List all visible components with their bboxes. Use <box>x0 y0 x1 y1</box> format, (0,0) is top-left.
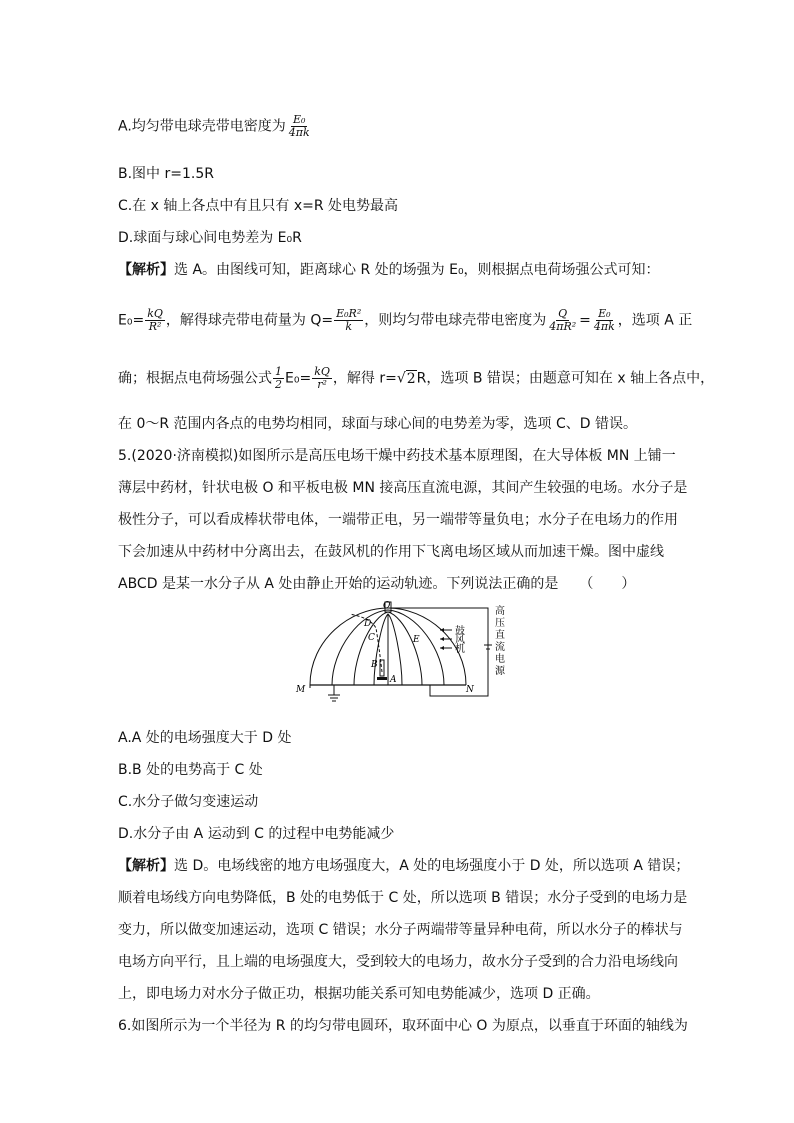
text: = <box>579 312 591 329</box>
fraction-denominator: 4πk <box>288 126 310 139</box>
analysis-text: 选 D。电场线密的地方电场强度大，A 处的电场强度小于 D 处，所以选项 A 错误； <box>174 858 690 874</box>
text: ，解得 r= <box>332 370 397 387</box>
fraction-numerator: kQ <box>147 307 163 320</box>
radicand: 2 <box>406 370 416 387</box>
fraction-numerator: 1 <box>275 365 282 378</box>
q5-analysis-line: 上，即电场力对水分子做正功，根据功能关系可知电势能减少，选项 D 正确。 <box>118 986 600 1002</box>
q5-stem-line: ABCD 是某一水分子从 A 处由静止开始的运动轨迹。下列说法正确的是 （ ） <box>118 576 636 592</box>
fraction-denominator: 2 <box>275 378 282 391</box>
water-molecule <box>380 660 384 676</box>
label-n: N <box>466 685 474 695</box>
fraction <box>145 308 165 333</box>
label-b: B <box>371 660 378 670</box>
fraction-numerator: Q <box>558 307 568 320</box>
q5-option-a: A.A 处的电场强度大于 D 处 <box>118 730 292 746</box>
text: ，解得球壳带电荷量为 Q= <box>165 312 334 329</box>
q4-option-c: C.在 x 轴上各点中有且只有 x=R 处电势最高 <box>118 198 399 214</box>
q5-stem-line: 薄层中药材，针状电极 O 和平板电极 MN 接高压直流电源，其间产生较强的电场。水分子是 <box>118 480 688 496</box>
q5-analysis-line <box>118 856 689 876</box>
q4-option-a-fraction <box>287 114 312 139</box>
fraction-denominator: 4πk <box>593 320 615 333</box>
fraction-numerator: kQ <box>314 365 330 378</box>
fraction-denominator: R² <box>148 320 162 333</box>
q4-analysis-line-1 <box>118 260 660 280</box>
fraction <box>312 366 332 391</box>
fraction <box>547 308 578 333</box>
power-source-label: 电 <box>495 654 505 665</box>
label-o: O <box>383 601 391 611</box>
q4-analysis-line-2 <box>118 308 692 333</box>
q5-option-b: B.B 处的电势高于 C 处 <box>118 762 263 778</box>
q4-option-d: D.球面与球心间电势差为 E₀R <box>118 230 302 246</box>
q4-analysis-line-3 <box>118 366 714 391</box>
q5-option-c: C.水分子做匀变速运动 <box>118 794 259 810</box>
label-a: A <box>390 675 397 685</box>
fraction-denominator: 4πR² <box>549 320 577 333</box>
fraction-denominator: r² <box>317 378 327 391</box>
fraction <box>592 308 617 333</box>
text: R，选项 B 错误；由题意可知在 x 轴上各点中， <box>416 370 715 387</box>
q4-option-a-text: A.均匀带电球壳带电密度为 <box>118 118 286 135</box>
square-root: √2 <box>396 370 416 387</box>
text: E₀= <box>118 312 145 329</box>
q4-option-a <box>118 114 313 139</box>
q5-figure <box>290 600 512 710</box>
q5-option-d: D.水分子由 A 运动到 C 的过程中电势能减少 <box>118 826 395 842</box>
fraction-denominator: k <box>345 320 352 333</box>
circuit-wire <box>388 608 488 696</box>
power-source-label: 流 <box>495 642 505 653</box>
text: E₀= <box>285 370 312 387</box>
q5-stem-line: 5.(2020·济南模拟)如图所示是高压电场干燥中药技术基本原理图，在大导体板 MN 上铺一 <box>118 448 676 464</box>
power-source-label: 源 <box>495 666 505 677</box>
fan-label: 风 <box>455 635 465 646</box>
q5-analysis-line: 变力，所以做变加速运动，选项 C 错误；水分子两端带等量异种电荷，所以水分子的棒状与 <box>118 922 683 938</box>
fan-label: 鼓 <box>455 626 465 637</box>
analysis-text: 选 A。由图线可知，距离球心 R 处的场强为 E₀，则根据点电荷场强公式可知： <box>174 262 660 278</box>
molecule-base <box>377 677 387 680</box>
text: 确；根据点电荷场强公式 <box>118 370 272 387</box>
fan-label: 机 <box>455 644 465 655</box>
power-source-label: 压 <box>495 618 505 629</box>
q5-analysis-line: 电场方向平行，且上端的电场强度大，受到较大的电场力，故水分子受到的合力沿电场线向 <box>118 954 678 970</box>
power-source-label: 高 <box>495 606 505 617</box>
q4-analysis-line-4: 在 0～R 范围内各点的电势均相同，球面与球心间的电势差为零，选项 C、D 错误。 <box>118 416 637 432</box>
fraction-numerator: E₀ <box>598 307 611 320</box>
arrowhead-icon <box>440 628 444 650</box>
analysis-tag: 【解析】 <box>118 858 174 874</box>
text: ，则均匀带电球壳带电密度为 <box>364 312 547 329</box>
fraction <box>273 366 284 391</box>
q4-option-b: B.图中 r=1.5R <box>118 166 214 182</box>
q5-stem-line: 极性分子，可以看成棒状带电体，一端带正电，另一端带等量负电；水分子在电场力的作用 <box>118 512 678 528</box>
text: ，选项 A 正 <box>617 312 693 329</box>
power-source-label: 直 <box>495 630 505 641</box>
label-d: D <box>364 619 372 629</box>
label-c: C <box>368 633 375 643</box>
fraction <box>334 308 363 333</box>
fraction-numerator: E₀ <box>293 113 306 126</box>
analysis-tag: 【解析】 <box>118 262 174 278</box>
fraction-numerator: E₀R² <box>336 307 362 320</box>
q5-analysis-line: 顺着电场线方向电势降低，B 处的电势低于 C 处，所以选项 B 错误；水分子受到的电场力是 <box>118 890 688 906</box>
label-m: M <box>296 685 306 695</box>
q6-stem-line: 6.如图所示为一个半径为 R 的均匀带电圆环，取环面中心 O 为原点，以垂直于环面的轴线为 <box>118 1018 688 1034</box>
electric-field-diagram <box>290 600 512 710</box>
q5-stem-line: 下会加速从中药材中分离出去，在鼓风机的作用下飞离电场区域从而加速干燥。图中虚线 <box>118 544 664 560</box>
label-e: E <box>413 635 420 645</box>
